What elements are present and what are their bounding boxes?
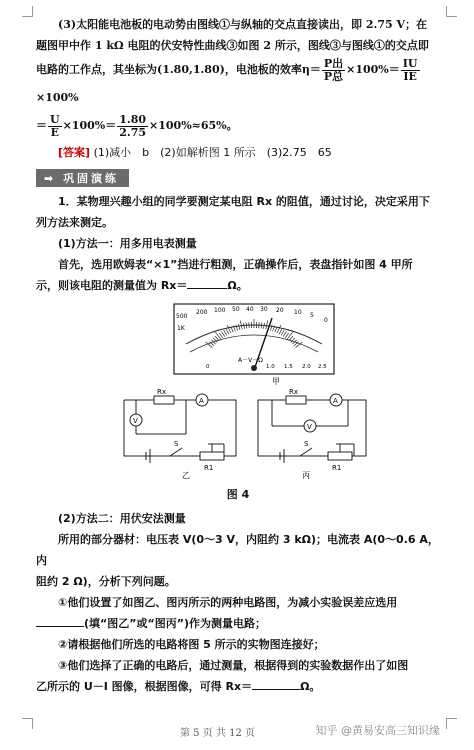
answer-blank-rx-ohm[interactable] — [187, 278, 227, 289]
scale-label-6: 20 — [276, 307, 284, 314]
q1-stem-line-2: 列方法来测定。 — [36, 216, 113, 229]
q1-sub-3-line-2 — [36, 676, 440, 697]
fraction-u: U — [50, 112, 60, 126]
q1-method-2-line-2: 阻约 2 Ω)，分析下列问题。 — [36, 575, 176, 588]
answer-tag: [答案] — [58, 146, 91, 159]
scale-label-5: 30 — [260, 306, 268, 313]
dc-scale-0: 0 — [206, 364, 210, 370]
bing-label-rx: Rx — [289, 388, 299, 396]
zhihu-watermark: 知乎 @黄易安高三知识缘 — [315, 724, 440, 737]
fraction-u-e — [48, 114, 62, 139]
scale-label-3: 50 — [232, 306, 240, 313]
question-1 — [36, 191, 440, 697]
dc-scale-4: 2.5 — [318, 364, 327, 370]
answer-blank-circuit[interactable] — [36, 616, 84, 627]
q1-method-2-title: (2)方法二：用伏安法测量 — [58, 512, 186, 525]
answer-blank-rx-graph[interactable] — [252, 679, 300, 690]
practice-banner-label: 巩固演练 — [63, 172, 120, 185]
q1-sub-3-prompt: 乙所示的 U－I 图像，根据图像，可得 Rx＝ — [36, 680, 253, 693]
q1-method-1-line-1: 首先，选用欧姆表“×1”挡进行粗测，正确操作后，表盘指针如图 4 甲所 — [58, 258, 413, 271]
q1-sub-2: ②请根据他们所选的电路将图 5 所示的实物图连接好； — [58, 638, 325, 651]
q1-sub-1-line-2 — [36, 613, 440, 634]
yi-switch-label: S — [174, 440, 179, 448]
crop-mark-top-left — [22, 6, 33, 17]
solution-line-2: 题图甲中作 1 kΩ 电阻的伏安特性曲线③如图 2 所示，图线③与图线①的交点即 — [36, 39, 429, 52]
scale-label-2: 100 — [214, 307, 226, 314]
solution-times-2: ×100% — [36, 91, 79, 104]
yi-ammeter-label: A — [199, 397, 204, 405]
scale-label-0: 500 — [176, 313, 188, 320]
figure-label-yi: 乙 — [182, 471, 190, 480]
figure-4-caption: 图 4 — [226, 488, 250, 501]
arrow-right-icon: ➡ — [44, 172, 57, 185]
page-number: 第 5 页 共 12 页 — [180, 728, 255, 739]
figure-4-svg — [36, 302, 440, 484]
yi-label-rx: Rx — [157, 388, 167, 396]
circuit-bing — [258, 394, 366, 463]
bing-switch-label: S — [304, 440, 309, 448]
q1-sub-1-line-1: ①他们设置了如图乙、图丙所示的两种电路图，为减小实验误差应选用 — [58, 596, 398, 609]
q1-method-2-line-1: 所用的部分器材：电压表 V(0～3 V，内阻约 3 kΩ)；电流表 A(0～0.6 A，内 — [36, 533, 439, 567]
q1-method-1-prompt: 示，则该电阻的测量值为 Rx＝ — [36, 279, 188, 292]
fraction-iu-ie — [401, 58, 420, 83]
scale-label-7: 10 — [294, 309, 302, 316]
solution-line-3 — [36, 56, 440, 112]
fraction-power-num: P出 — [323, 56, 344, 70]
crop-mark-top-right — [446, 6, 457, 17]
bing-voltmeter-label: V — [307, 423, 312, 431]
answer-line — [36, 142, 440, 163]
scale-label-8: 5 — [310, 312, 314, 319]
yi-voltmeter-label: V — [133, 417, 138, 425]
figure-label-bing: 丙 — [302, 471, 310, 480]
fraction-ie: IE — [403, 69, 417, 83]
dc-scale-3: 2.0 — [302, 364, 311, 370]
solution-times-1: ×100%＝ — [346, 63, 400, 76]
dc-scale-1: 1.0 — [266, 364, 275, 370]
q1-method-1-line-2 — [36, 275, 440, 296]
dc-scale-2: 1.5 — [284, 364, 293, 370]
yi-rheostat-label: R1 — [204, 464, 214, 472]
scale-label-1k: 1K — [177, 325, 185, 332]
fraction-iu: IU — [402, 56, 418, 70]
q1-method-1-title: (1)方法一：用多用电表测量 — [58, 237, 197, 250]
solution-section — [36, 14, 440, 140]
figure-label-jia: 甲 — [272, 377, 280, 386]
solution-eq-lead: ＝ — [36, 119, 47, 132]
fraction-power-den: P总 — [323, 69, 344, 83]
q1-sub-3-line-1: ③他们选择了正确的电路后，通过测量，根据得到的实验数据作出了如图 — [58, 659, 409, 672]
meter-mode-label: A－V－Ω — [238, 357, 263, 364]
page-footer — [0, 720, 474, 744]
bing-rheostat-label: R1 — [332, 464, 342, 472]
solution-times-3: ×100%＝ — [62, 119, 117, 132]
bing-ammeter-label: A — [333, 397, 338, 405]
q1-sub-3-unit: Ω。 — [300, 680, 321, 693]
solution-line-1: (3)太阳能电池板的电动势由图线①与纵轴的交点直接读出，即 2.75 V；在 — [58, 18, 428, 31]
document-page — [36, 14, 440, 697]
fraction-power — [322, 58, 345, 83]
fraction-275: 2.75 — [119, 125, 147, 139]
q1-sub-1-text: (填“图乙”或“图丙”)作为测量电路； — [84, 617, 266, 630]
solution-line-4 — [36, 112, 440, 140]
fraction-180: 1.80 — [119, 112, 147, 126]
fraction-e: E — [50, 125, 59, 139]
solution-line-3-text: 电路的工作点，其坐标为(1.80,1.80)，电池板的效率η＝ — [36, 63, 321, 76]
practice-banner — [36, 169, 129, 187]
figure-4 — [36, 302, 440, 484]
scale-label-9: 0 — [324, 317, 328, 324]
scale-label-4: 40 — [246, 306, 254, 313]
circuit-yi — [124, 394, 236, 463]
scale-label-1: 200 — [196, 309, 208, 316]
fraction-values — [117, 114, 148, 139]
q1-method-1-unit: Ω。 — [227, 279, 248, 292]
q1-stem-line-1: 1．某物理兴趣小组的同学要测定某电阻 Rx 的阻值，通过讨论，决定采用下 — [58, 195, 430, 208]
answer-text: (1)减小 b (2)如解析图 1 所示 (3)2.75 65 — [93, 146, 332, 159]
solution-result: ×100%≈65%。 — [149, 119, 238, 132]
multimeter-dial — [174, 304, 334, 386]
